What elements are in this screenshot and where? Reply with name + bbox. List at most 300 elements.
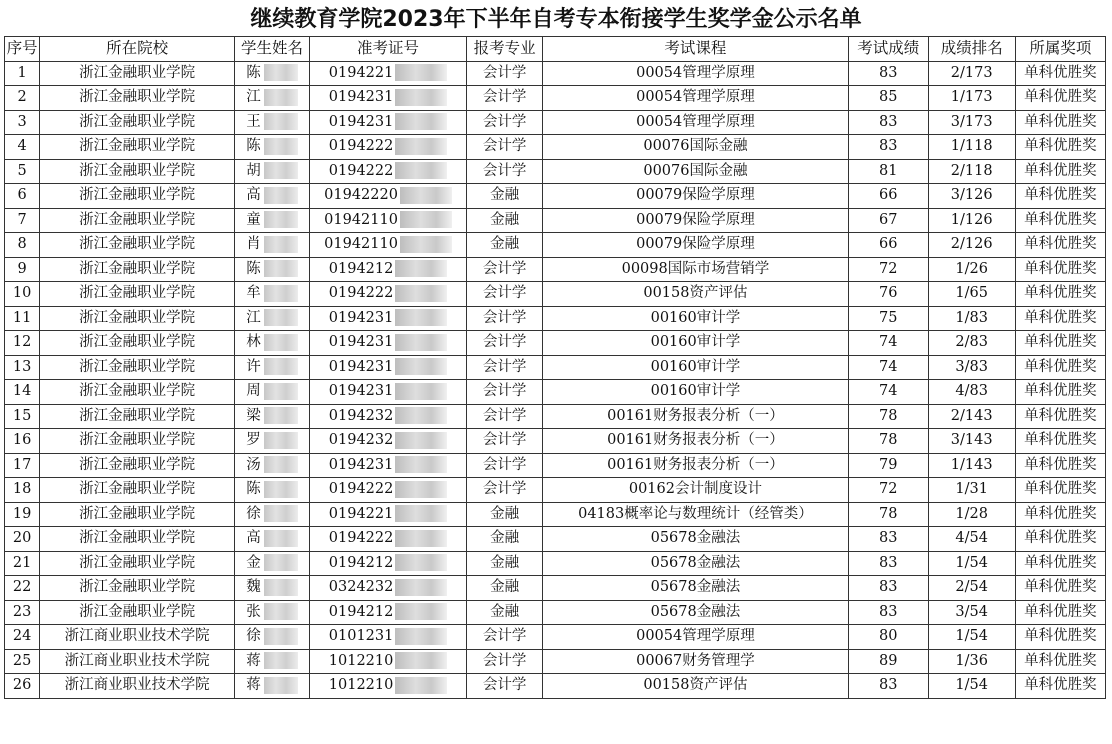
row-exam-no-text: 1012210 <box>328 677 394 694</box>
row-exam-no <box>309 551 467 576</box>
row-course <box>543 380 849 405</box>
row-score <box>848 429 928 454</box>
row-student-name <box>235 404 310 429</box>
row-student-name <box>235 184 310 209</box>
row-student-name-text: 张 <box>246 603 261 620</box>
row-award-text: 单科优胜奖 <box>1024 579 1097 596</box>
row-rank-text: 1/65 <box>955 285 988 302</box>
row-no <box>5 208 40 233</box>
row-exam-no-text: 0194231 <box>328 89 394 106</box>
redaction-mosaic <box>264 652 298 669</box>
table-row <box>5 527 1106 552</box>
row-no <box>5 306 40 331</box>
row-award-text: 单科优胜奖 <box>1024 89 1097 106</box>
row-rank-text: 1/126 <box>950 211 993 228</box>
row-course <box>543 331 849 356</box>
row-no-text: 7 <box>17 211 27 228</box>
row-award <box>1015 135 1105 160</box>
row-course-text: 00161财务报表分析（一） <box>607 432 784 449</box>
row-school <box>40 135 235 160</box>
row-school <box>40 380 235 405</box>
row-course-text: 00161财务报表分析（一） <box>607 407 784 424</box>
table-row <box>5 502 1106 527</box>
row-rank-text: 2/143 <box>950 407 993 424</box>
row-major <box>467 674 543 699</box>
row-major <box>467 282 543 307</box>
row-school-text: 浙江金融职业学院 <box>79 211 196 228</box>
row-student-name <box>235 527 310 552</box>
row-no-text: 6 <box>17 187 27 204</box>
row-award <box>1015 478 1105 503</box>
row-no <box>5 502 40 527</box>
row-exam-no <box>309 478 467 503</box>
row-school-text: 浙江金融职业学院 <box>79 113 196 130</box>
row-no-text: 23 <box>12 603 32 620</box>
row-school <box>40 159 235 184</box>
row-award <box>1015 625 1105 650</box>
row-award <box>1015 453 1105 478</box>
row-major <box>467 404 543 429</box>
redaction-mosaic <box>264 187 298 204</box>
row-school-text: 浙江金融职业学院 <box>79 138 196 155</box>
row-score-text: 72 <box>879 481 898 498</box>
row-course <box>543 159 849 184</box>
row-award <box>1015 649 1105 674</box>
redaction-mosaic <box>395 505 447 522</box>
row-rank-text: 1/173 <box>950 89 993 106</box>
row-major-text: 会计学 <box>482 285 527 302</box>
table-row <box>5 257 1106 282</box>
header-major: 报考专业 <box>467 37 543 62</box>
row-course <box>543 86 849 111</box>
row-course-text: 00054管理学原理 <box>636 113 755 130</box>
row-course <box>543 135 849 160</box>
row-course <box>543 576 849 601</box>
row-rank <box>928 282 1015 307</box>
row-award <box>1015 576 1105 601</box>
row-award-text: 单科优胜奖 <box>1024 334 1097 351</box>
row-score <box>848 331 928 356</box>
row-school-text: 浙江金融职业学院 <box>79 579 196 596</box>
row-exam-no-text: 01942220 <box>324 187 398 204</box>
row-exam-no-text: 0194232 <box>328 432 394 449</box>
row-award-text: 单科优胜奖 <box>1024 113 1097 130</box>
redaction-mosaic <box>395 628 447 645</box>
redaction-mosaic <box>395 554 447 571</box>
row-award-text: 单科优胜奖 <box>1024 64 1097 81</box>
row-award <box>1015 429 1105 454</box>
row-no-text: 25 <box>12 652 32 669</box>
redaction-mosaic <box>264 64 298 81</box>
table-row <box>5 404 1106 429</box>
row-course-text: 00160审计学 <box>650 383 741 400</box>
redaction-mosaic <box>264 432 298 449</box>
row-no <box>5 331 40 356</box>
row-rank-text: 2/54 <box>955 579 988 596</box>
row-school <box>40 600 235 625</box>
row-no-text: 17 <box>12 456 32 473</box>
redaction-mosaic <box>264 628 298 645</box>
row-exam-no-text: 0194231 <box>328 456 394 473</box>
row-score <box>848 159 928 184</box>
row-no-text: 26 <box>12 677 32 694</box>
row-exam-no <box>309 502 467 527</box>
row-school <box>40 502 235 527</box>
row-award <box>1015 502 1105 527</box>
row-no <box>5 184 40 209</box>
row-no <box>5 527 40 552</box>
row-award-text: 单科优胜奖 <box>1024 628 1097 645</box>
row-exam-no <box>309 404 467 429</box>
row-student-name <box>235 625 310 650</box>
row-major-text: 会计学 <box>482 407 527 424</box>
row-school <box>40 355 235 380</box>
row-no-text: 18 <box>12 481 32 498</box>
row-rank-text: 2/83 <box>955 334 988 351</box>
table-row <box>5 86 1106 111</box>
row-no <box>5 551 40 576</box>
row-course-text: 00158资产评估 <box>643 677 748 694</box>
row-major <box>467 649 543 674</box>
redaction-mosaic <box>395 432 447 449</box>
row-rank-text: 1/143 <box>950 456 993 473</box>
row-major <box>467 625 543 650</box>
row-award <box>1015 233 1105 258</box>
row-score <box>848 355 928 380</box>
row-award-text: 单科优胜奖 <box>1024 603 1097 620</box>
row-score <box>848 478 928 503</box>
row-score-text: 83 <box>879 64 898 81</box>
row-student-name <box>235 257 310 282</box>
row-student-name-text: 陈 <box>246 260 261 277</box>
row-course-text: 00076国际金融 <box>643 138 748 155</box>
row-no <box>5 282 40 307</box>
row-school <box>40 208 235 233</box>
row-major <box>467 257 543 282</box>
row-course-text: 00054管理学原理 <box>636 628 755 645</box>
row-major <box>467 61 543 86</box>
row-major-text: 会计学 <box>482 481 527 498</box>
row-student-name-text: 高 <box>246 530 261 547</box>
row-student-name-text: 徐 <box>246 628 261 645</box>
row-course <box>543 674 849 699</box>
row-score <box>848 600 928 625</box>
row-award-text: 单科优胜奖 <box>1024 211 1097 228</box>
row-rank <box>928 625 1015 650</box>
redaction-mosaic <box>395 138 447 155</box>
row-no <box>5 429 40 454</box>
row-student-name-text: 蒋 <box>246 677 261 694</box>
table-row <box>5 453 1106 478</box>
row-score-text: 66 <box>879 236 898 253</box>
redaction-mosaic <box>395 358 447 375</box>
row-student-name-text: 肖 <box>246 236 261 253</box>
row-score <box>848 233 928 258</box>
row-score <box>848 674 928 699</box>
row-exam-no <box>309 135 467 160</box>
row-exam-no <box>309 61 467 86</box>
header-award: 所属奖项 <box>1015 37 1105 62</box>
row-score-text: 66 <box>879 187 898 204</box>
row-student-name <box>235 478 310 503</box>
row-school-text: 浙江金融职业学院 <box>79 236 196 253</box>
row-rank <box>928 135 1015 160</box>
header-rank: 成绩排名 <box>928 37 1015 62</box>
row-no-text: 19 <box>12 505 32 522</box>
row-course-text: 05678金融法 <box>650 554 741 571</box>
row-major-text: 金融 <box>490 530 520 547</box>
row-rank-text: 2/126 <box>950 236 993 253</box>
row-score <box>848 625 928 650</box>
row-school <box>40 306 235 331</box>
table-row <box>5 576 1106 601</box>
row-major-text: 会计学 <box>482 260 527 277</box>
row-exam-no <box>309 282 467 307</box>
row-rank-text: 1/28 <box>955 505 988 522</box>
redaction-mosaic <box>264 481 298 498</box>
row-exam-no-text: 1012210 <box>328 652 394 669</box>
row-no <box>5 600 40 625</box>
row-rank <box>928 527 1015 552</box>
table-row <box>5 233 1106 258</box>
row-exam-no-text: 0194212 <box>328 603 394 620</box>
row-course <box>543 649 849 674</box>
row-rank-text: 1/83 <box>955 309 988 326</box>
row-school-text: 浙江金融职业学院 <box>79 89 196 106</box>
redaction-mosaic <box>395 89 447 106</box>
row-exam-no <box>309 649 467 674</box>
redaction-mosaic <box>395 677 447 694</box>
row-award <box>1015 184 1105 209</box>
row-major-text: 会计学 <box>482 628 527 645</box>
row-major-text: 会计学 <box>482 358 527 375</box>
row-award <box>1015 159 1105 184</box>
row-score-text: 75 <box>879 309 898 326</box>
row-exam-no <box>309 674 467 699</box>
row-student-name-text: 周 <box>246 383 261 400</box>
row-exam-no <box>309 86 467 111</box>
row-school <box>40 478 235 503</box>
row-rank <box>928 600 1015 625</box>
row-score <box>848 527 928 552</box>
row-award <box>1015 600 1105 625</box>
row-no <box>5 453 40 478</box>
header-exam-no: 准考证号 <box>309 37 467 62</box>
row-no-text: 10 <box>12 285 32 302</box>
row-no <box>5 355 40 380</box>
row-score-text: 78 <box>879 432 898 449</box>
row-major <box>467 355 543 380</box>
row-school-text: 浙江金融职业学院 <box>79 162 196 179</box>
row-school <box>40 649 235 674</box>
header-course: 考试课程 <box>543 37 849 62</box>
row-student-name-text: 罗 <box>246 432 261 449</box>
row-score-text: 76 <box>879 285 898 302</box>
redaction-mosaic <box>395 456 447 473</box>
row-score-text: 83 <box>879 138 898 155</box>
row-school-text: 浙江金融职业学院 <box>79 554 196 571</box>
row-score <box>848 502 928 527</box>
row-rank <box>928 306 1015 331</box>
row-rank <box>928 355 1015 380</box>
row-student-name-text: 徐 <box>246 505 261 522</box>
row-award-text: 单科优胜奖 <box>1024 456 1097 473</box>
row-rank-text: 2/173 <box>950 64 993 81</box>
redaction-mosaic <box>264 89 298 106</box>
redaction-mosaic <box>395 113 447 130</box>
row-student-name-text: 江 <box>246 89 261 106</box>
row-course-text: 05678金融法 <box>650 530 741 547</box>
table-row <box>5 306 1106 331</box>
row-no-text: 16 <box>12 432 32 449</box>
row-no <box>5 61 40 86</box>
row-course <box>543 61 849 86</box>
row-school <box>40 674 235 699</box>
row-school-text: 浙江商业职业技术学院 <box>64 652 210 669</box>
row-score-text: 83 <box>879 677 898 694</box>
row-school-text: 浙江金融职业学院 <box>79 309 196 326</box>
row-award-text: 单科优胜奖 <box>1024 383 1097 400</box>
row-student-name <box>235 429 310 454</box>
row-score <box>848 576 928 601</box>
row-school-text: 浙江金融职业学院 <box>79 432 196 449</box>
row-student-name <box>235 674 310 699</box>
row-course-text: 00160审计学 <box>650 334 741 351</box>
row-exam-no-text: 0194231 <box>328 113 394 130</box>
row-major <box>467 380 543 405</box>
row-no <box>5 649 40 674</box>
row-school-text: 浙江商业职业技术学院 <box>64 677 210 694</box>
row-award <box>1015 306 1105 331</box>
row-no-text: 8 <box>17 236 27 253</box>
row-student-name-text: 牟 <box>246 285 261 302</box>
row-rank <box>928 86 1015 111</box>
redaction-mosaic <box>264 236 298 253</box>
row-exam-no-text: 0194232 <box>328 407 394 424</box>
row-score <box>848 453 928 478</box>
row-rank <box>928 208 1015 233</box>
row-rank-text: 1/54 <box>955 628 988 645</box>
redaction-mosaic <box>264 677 298 694</box>
row-school-text: 浙江金融职业学院 <box>79 603 196 620</box>
row-student-name-text: 陈 <box>246 64 261 81</box>
table-row <box>5 649 1106 674</box>
row-exam-no <box>309 625 467 650</box>
row-school <box>40 404 235 429</box>
row-student-name-text: 陈 <box>246 138 261 155</box>
row-student-name <box>235 600 310 625</box>
row-student-name-text: 王 <box>246 113 261 130</box>
row-rank-text: 1/26 <box>955 260 988 277</box>
page-title: 继续教育学院2023年下半年自考专本衔接学生奖学金公示名单 <box>250 7 862 32</box>
redaction-mosaic <box>264 211 298 228</box>
row-award-text: 单科优胜奖 <box>1024 530 1097 547</box>
row-rank <box>928 649 1015 674</box>
row-score-text: 83 <box>879 554 898 571</box>
row-no-text: 11 <box>12 309 32 326</box>
row-rank-text: 2/118 <box>950 162 993 179</box>
row-rank-text: 1/54 <box>955 677 988 694</box>
row-exam-no <box>309 453 467 478</box>
row-score-text: 81 <box>879 162 898 179</box>
row-course <box>543 551 849 576</box>
row-score-text: 74 <box>879 334 898 351</box>
table-row <box>5 61 1106 86</box>
row-award <box>1015 208 1105 233</box>
row-major <box>467 478 543 503</box>
row-student-name <box>235 135 310 160</box>
row-exam-no-text: 0194222 <box>328 138 394 155</box>
row-student-name-text: 林 <box>246 334 261 351</box>
redaction-mosaic <box>264 530 298 547</box>
row-no-text: 12 <box>12 334 32 351</box>
row-course <box>543 502 849 527</box>
row-school-text: 浙江金融职业学院 <box>79 383 196 400</box>
row-rank <box>928 184 1015 209</box>
row-no-text: 21 <box>12 554 32 571</box>
row-course-text: 00162会计制度设计 <box>628 481 762 498</box>
row-exam-no-text: 01942110 <box>324 236 398 253</box>
row-exam-no <box>309 110 467 135</box>
header-score: 考试成绩 <box>848 37 928 62</box>
row-student-name <box>235 331 310 356</box>
row-score <box>848 110 928 135</box>
row-exam-no <box>309 233 467 258</box>
redaction-mosaic <box>264 407 298 424</box>
row-score-text: 83 <box>879 579 898 596</box>
row-student-name-text: 许 <box>246 358 261 375</box>
row-award-text: 单科优胜奖 <box>1024 652 1097 669</box>
row-exam-no-text: 0194221 <box>328 505 394 522</box>
redaction-mosaic <box>395 162 447 179</box>
row-major <box>467 576 543 601</box>
table-row <box>5 184 1106 209</box>
row-major <box>467 502 543 527</box>
row-rank-text: 1/31 <box>955 481 988 498</box>
row-score <box>848 61 928 86</box>
row-rank <box>928 551 1015 576</box>
row-no-text: 15 <box>12 407 32 424</box>
row-award <box>1015 86 1105 111</box>
row-course <box>543 184 849 209</box>
row-course-text: 00054管理学原理 <box>636 64 755 81</box>
row-major-text: 金融 <box>490 603 520 620</box>
row-student-name <box>235 453 310 478</box>
row-rank <box>928 61 1015 86</box>
row-rank-text: 4/83 <box>955 383 988 400</box>
row-major-text: 会计学 <box>482 334 527 351</box>
row-course-text: 00160审计学 <box>650 358 741 375</box>
row-course-text: 05678金融法 <box>650 603 741 620</box>
row-no-text: 2 <box>17 89 27 106</box>
row-school <box>40 110 235 135</box>
row-major-text: 会计学 <box>482 677 527 694</box>
row-major-text: 会计学 <box>482 383 527 400</box>
row-course <box>543 233 849 258</box>
row-rank <box>928 257 1015 282</box>
table-row <box>5 331 1106 356</box>
row-rank-text: 4/54 <box>955 530 988 547</box>
row-exam-no-text: 0194212 <box>328 554 394 571</box>
row-major <box>467 600 543 625</box>
table-row <box>5 110 1106 135</box>
row-rank <box>928 453 1015 478</box>
row-school <box>40 551 235 576</box>
row-student-name <box>235 380 310 405</box>
row-student-name <box>235 159 310 184</box>
row-score-text: 78 <box>879 505 898 522</box>
row-score-text: 83 <box>879 113 898 130</box>
